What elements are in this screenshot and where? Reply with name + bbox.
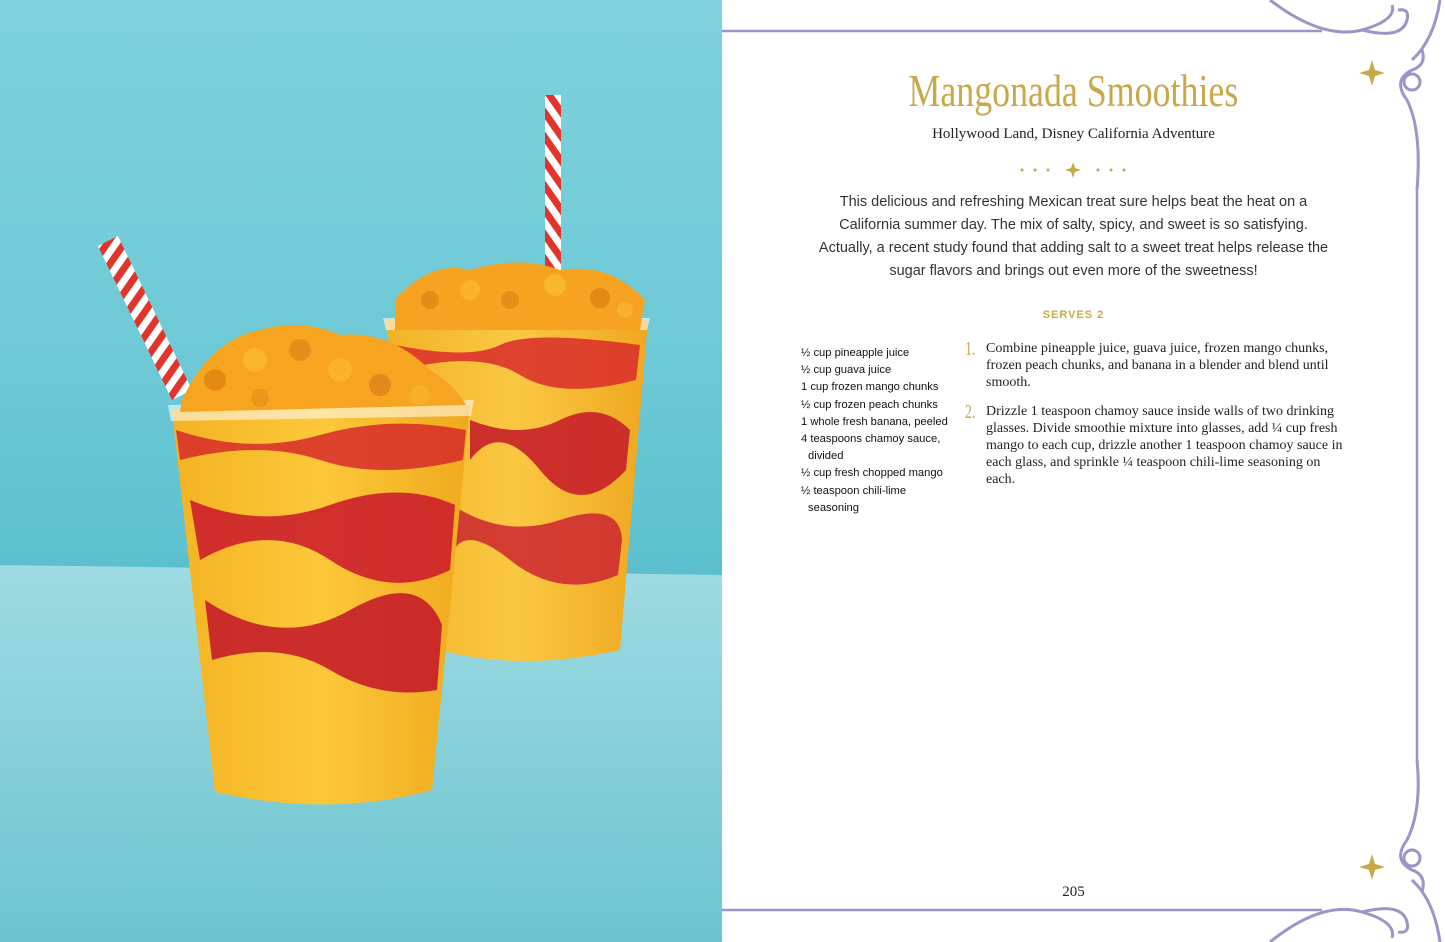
instruction-step [965, 400, 1345, 489]
instruction-steps [965, 340, 1345, 500]
ingredient-item: 4 teaspoons chamoy sauce, divided [801, 433, 941, 463]
ingredient-item: ½ cup fresh chopped mango [801, 467, 943, 480]
sparkle-icon [1359, 60, 1385, 880]
step-text: Drizzle 1 teaspoon chamoy sauce inside walls of two drinking glasses. Divide smoothie mixture into glasses, add ¼ cup fresh mango to each cup, drizzle another 1 teaspoon chamoy sauce in each glass, and sprinkle ¼ teaspoon chili-lime seasoning on each. [986, 403, 1343, 488]
step-number: 2. [965, 400, 976, 423]
step-text: Combine pineapple juice, guava juice, frozen mango chunks, frozen peach chunks, and banana in a blender and blend until smooth. [986, 341, 1329, 391]
ingredient-item: ½ cup frozen peach chunks [801, 398, 938, 411]
recipe-intro: This delicious and refreshing Mexican treat sure helps beat the heat on a California summer day. The mix of salty, spicy, and sweet is so satisfying. Actually, a recent study found that adding salt to a sweet treat helps release the sugar flavors and brings out even more of the sweetness! [818, 194, 1329, 279]
recipe-location: Hollywood Land, Disney California Adventure [932, 126, 1215, 142]
serves-label: SERVES 2 [1042, 309, 1105, 321]
page-number: 205 [1062, 884, 1085, 900]
back-straw [545, 95, 561, 285]
recipe-page [722, 0, 1445, 942]
ingredient-item: ½ cup pineapple juice [801, 347, 910, 359]
recipe-title: Mangonada Smoothies [908, 65, 1239, 116]
ingredient-item: 1 whole fresh banana, peeled [801, 415, 948, 428]
step-number: 1. [965, 338, 976, 360]
ingredient-item: ½ cup guava juice [801, 364, 892, 377]
ingredient-item: 1 cup frozen mango chunks [801, 381, 939, 394]
instruction-step [965, 340, 1345, 392]
ingredient-item: ½ teaspoon chili-lime seasoning [801, 484, 907, 514]
ingredient-list [801, 345, 951, 517]
smoothie-photo [0, 0, 722, 942]
photo-illustration [0, 0, 722, 942]
front-straw [98, 236, 192, 400]
corner-flourish-bottom [1270, 760, 1440, 942]
dotted-divider-icon [1018, 160, 1128, 180]
